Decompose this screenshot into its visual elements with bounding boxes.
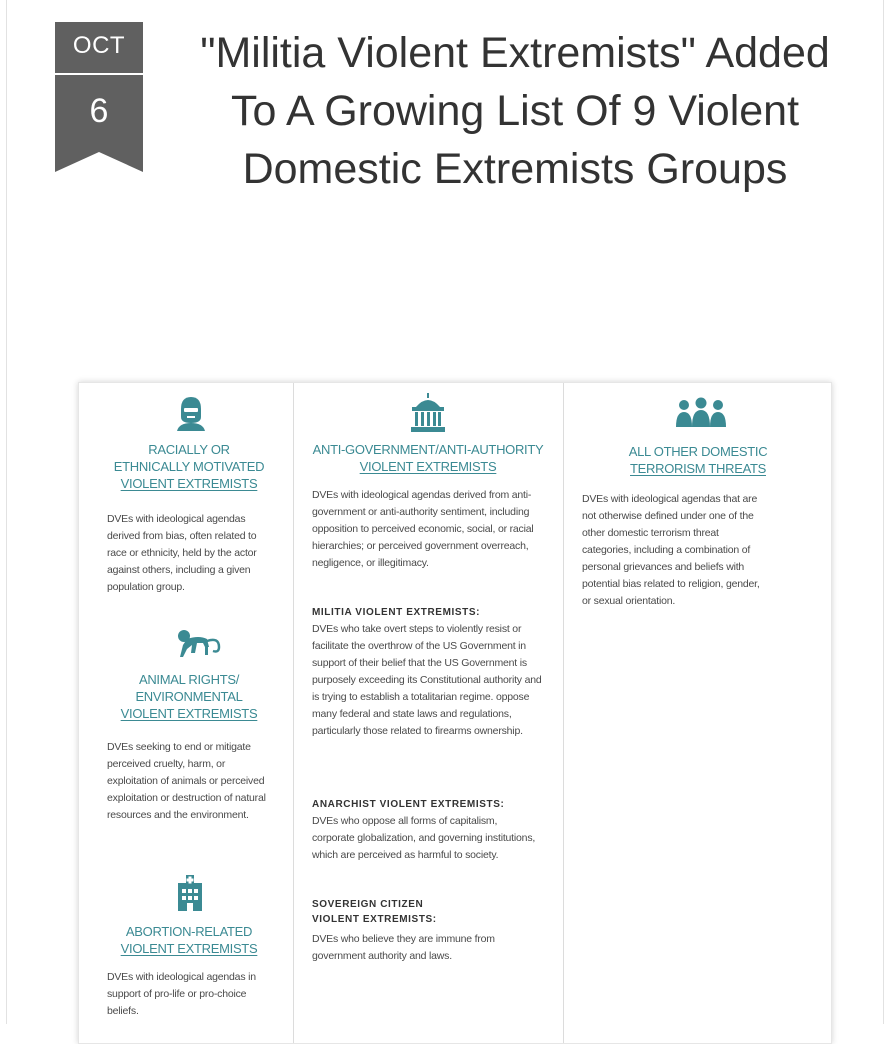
post-title[interactable]: "Militia Violent Extremists" Added To A Growing List Of 9 Violent Domestic Extremists Groups — [200, 29, 830, 193]
category-racial-title — [89, 441, 289, 492]
abortion-title-line2: VIOLENT EXTREMISTS — [120, 941, 258, 956]
racial-title-line3: VIOLENT EXTREMISTS — [120, 476, 258, 491]
column-right — [563, 383, 830, 1043]
category-racial-desc: DVEs with ideological agendas derived from bias, often related to race or ethnicity, held by the actor against others, including a given population group. — [107, 513, 257, 593]
sovereign-desc: DVEs who believe they are immune from government authority and laws. — [312, 933, 495, 962]
infographic-image — [78, 382, 832, 1044]
masked-person-icon — [175, 395, 207, 431]
category-antigov-desc: DVEs with ideological agendas derived from anti-government or anti-authority sentiment, including opposition to perceived economic, social, or racial hierarchies; or perceived government overreach, negligence, or illegitimacy. — [312, 489, 534, 569]
other-title-line1: ALL OTHER DOMESTIC — [628, 444, 768, 459]
sovereign-title — [312, 897, 544, 927]
date-badge — [55, 22, 143, 172]
category-other-desc: DVEs with ideological agendas that are not otherwise defined under one of the other domestic terrorism threat categories, including a combination of personal grievances and beliefs with potential bias related to religion, gender, or sexual orientation. — [582, 493, 760, 607]
category-antigov-title — [296, 441, 560, 475]
animal-title-line1: ANIMAL RIGHTS/ — [138, 672, 240, 687]
militia-desc: DVEs who take overt steps to violently resist or facilitate the overthrow of the US Government in support of their belief that the US Government is purposely exceeding its Constitutional authority and is trying to establish a totalitarian regime. oppose many federal and state laws and regulations, particularly those related to firearms ownership. — [312, 623, 542, 737]
monkey-icon — [175, 627, 225, 661]
antigov-title-line1: ANTI-GOVERNMENT/ANTI-AUTHORITY — [312, 442, 544, 457]
group-of-people-icon — [674, 397, 728, 429]
anarchist-title: ANARCHIST VIOLENT EXTREMISTS: — [312, 799, 505, 810]
antigov-title-line2: VIOLENT EXTREMISTS — [359, 459, 497, 474]
other-title-line2: TERRORISM THREATS — [630, 461, 766, 476]
animal-title-line2: ENVIRONMENTAL — [135, 689, 243, 704]
category-abortion-desc: DVEs with ideological agendas in support of pro-life or pro-choice beliefs. — [107, 971, 256, 1017]
hospital-icon — [175, 875, 205, 911]
racial-title-line1: RACIALLY OR — [148, 442, 230, 457]
category-abortion-title — [89, 923, 289, 957]
category-other-title — [580, 443, 816, 477]
category-animal-desc: DVEs seeking to end or mitigate perceived cruelty, harm, or exploitation of animals or perceived exploitation or destruction of natural resources and the environment. — [107, 741, 266, 821]
sovereign-title-line2: VIOLENT EXTREMISTS: — [312, 914, 437, 925]
animal-title-line3: VIOLENT EXTREMISTS — [120, 706, 258, 721]
racial-title-line2: ETHNICALLY MOTIVATED — [113, 459, 265, 474]
abortion-title-line1: ABORTION-RELATED — [125, 924, 253, 939]
date-day: 6 — [89, 92, 109, 130]
column-middle — [293, 383, 562, 1043]
anarchist-desc: DVEs who oppose all forms of capitalism, corporate globalization, and governing institutions, which are perceived as harmful to society. — [312, 815, 536, 861]
category-animal-title — [89, 671, 289, 722]
column-left — [79, 383, 291, 1043]
sovereign-title-line1: SOVEREIGN CITIZEN — [312, 899, 424, 910]
government-building-icon — [408, 393, 448, 433]
date-month: OCT — [72, 32, 126, 59]
militia-title: MILITIA VIOLENT EXTREMISTS: — [312, 607, 481, 618]
